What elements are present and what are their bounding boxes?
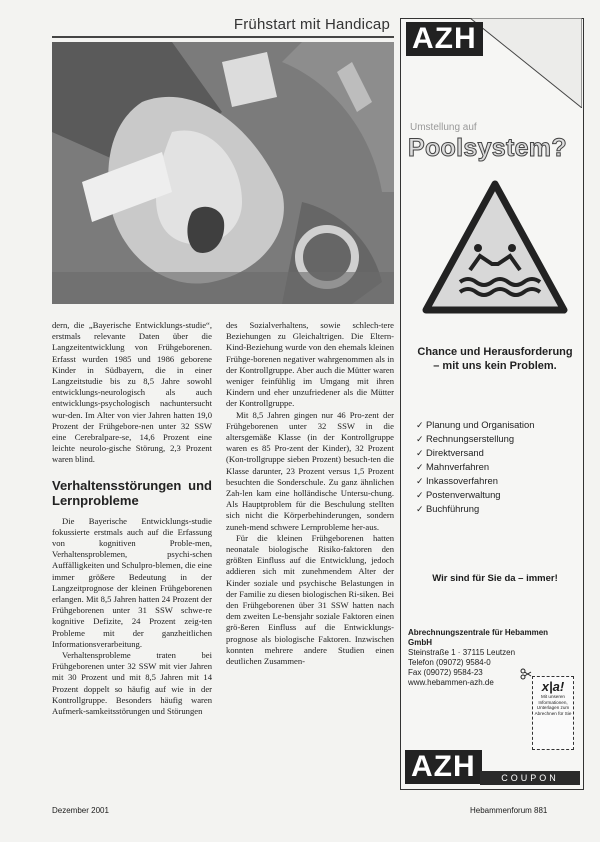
left-paragraph-2: Verhaltensprobleme traten bei Frühgeborenen unter 32 SSW mit vier Jahren mit 30 Prozent und mit 8,5 Jahren mit 14 Prozent doppelt so häufig auf wie in der Kontrollgruppe. Besonders häufig waren Aufmerk-samkeitsstörungen und Störungen [52, 650, 212, 717]
ad-service-item: ✓ Buchführung [416, 502, 576, 516]
ad-service-item: ✓ Postenverwaltung [416, 488, 576, 502]
left-intro-paragraph: dern, die „Bayerische Entwicklungs-studie“, erstmals relevante Daten über die Langzeitentwicklung von Frühgeborenen. Erfasst wurden 1985 und 1986 geborene Kinder in Südbayern, die in einer Langzeitstudie bis zu 8,5 Jahre sowohl entwicklungs-neurologisch als auch entwicklungs-psychologisch nachuntersucht wur-den. Im Alter von vier Jahren hatten 19,0 Prozent der Frühgebore-nen unter 32 SSW eine Cerebralpare-se, 14,6 Prozent eine leichte neurolo-gische Störung, 2,3 Prozent waren blind. [52, 320, 212, 465]
ad-wir-sind-text: Wir sind für Sie da – immer! [432, 573, 558, 584]
ad-chance-text: Chance und Herausforderung – mit uns kein Problem. [417, 346, 573, 372]
ad-company-name: Abrechnungszentrale für Hebammen GmbH [408, 628, 549, 647]
article-left-column [52, 320, 212, 717]
section-subhead: Verhaltensstörungen und Lernprobleme [52, 477, 212, 508]
footer-date: Dezember 2001 [52, 806, 109, 815]
ad-fax: Fax (09072) 9584-23 [408, 668, 483, 677]
mid-paragraph-1: des Sozialverhaltens, sowie schlech-tere Beziehungen zu Gleichaltrigen. Die Eltern-Kind-Beziehung wurde von den ehemals kleinen Frühge-borenen negativer wahrgenommen als in der Kontrollgruppe. Aber auch die Mütter waren weniger feinfühlig im Umgang mit ihren Kindern und eher unzufriedener als die Mütter der Kontrollgruppe. [226, 320, 394, 409]
ad-service-item: ✓ Planung und Organisation [416, 418, 576, 432]
photo-credit-strip [44, 230, 52, 300]
coupon-text: Mit unseren Informationen, Unterlagen zum Abrechnen für Sie [534, 694, 572, 716]
ad-phone: Telefon (09072) 9584-0 [408, 658, 491, 667]
ad-top-banner [400, 18, 582, 108]
scissors-icon [520, 668, 532, 680]
ad-headline: Poolsystem? [408, 134, 567, 162]
left-paragraph-1: Die Bayerische Entwicklungs-studie fokussierte erstmals auch auf die Erfassung von kognitiven Proble-men, Verhaltensproblemen, psychi-schen Auffälligkeiten und Schulpro-blemen, die eine immer größere Bedeutung in der Langzeitprognose der kleinen Frühgeborenen erlangen. Mit 8,5 Jahren hatten 24 Prozent der Frühgeborenen unter 31 SSW schwe-re kognitive Defizite, 24 Prozent zeig-ten Probleme mit der ganzheitlichen Informationsverarbeitung. [52, 515, 212, 649]
article-photo [52, 42, 394, 304]
ad-service-item: ✓ Inkassoverfahren [416, 474, 576, 488]
mid-paragraph-2: Mit 8,5 Jahren gingen nur 46 Pro-zent der Frühgeborenen unter 32 SSW in die altersgemäße Klasse (in der Kontrollgruppe waren es 85 Pro-zent der Kinder), 32 Prozent (Kon-trollgruppe sieben Prozent) besuch-ten die Klasse darunter, 23 Prozent versus 1,5 Prozent besuchten die Sonderschule. Zu ganz ähnlichen Zah-len kam eine holländische Untersu-chung. Als Hauptproblem für die Beschulung stellten sich nicht die Körperbehinderungen, sondern zuneh-mend schwere Lernprobleme her-aus. [226, 409, 394, 532]
article-middle-column [226, 320, 394, 667]
photo-illustration [52, 42, 394, 304]
warning-sign-icon [420, 178, 570, 318]
ad-service-item: ✓ Rechnungserstellung [416, 432, 576, 446]
azh-logo-bottom-wrap [405, 750, 482, 784]
ad-service-item: ✓ Mahnverfahren [416, 460, 576, 474]
header-rule [52, 36, 394, 38]
footer-page: Hebammenforum 881 [470, 806, 548, 815]
ad-services-list [416, 418, 576, 516]
page-header-title: Frühstart mit Handicap [233, 16, 390, 33]
coupon-label: COUPON [480, 771, 580, 785]
ad-street: Steinstraße 1 · 37115 Leutzen [408, 648, 516, 657]
azh-logo-top: AZH [406, 22, 483, 56]
ad-kicker: Umstellung auf [410, 122, 477, 133]
ad-website-link[interactable]: www.hebammen-azh.de [408, 678, 494, 687]
coupon-cutout[interactable] [532, 676, 574, 750]
azh-logo-bottom: AZH [405, 750, 482, 784]
ad-service-item: ✓ Direktversand [416, 446, 576, 460]
mid-paragraph-3: Für die kleinen Frühgeborenen hatten neonatale biologische Risiko-faktoren den größten Einfluss auf die Entwicklung, jedoch addieren sich mit zunehmendem Alter der Kinder soziale und psychische Belastungen in der Familie zu diesen biologischen Ri-siken. Bei den Frühgeborenen über 31 SSW hatten nach dem zweiten Le-bensjahr soziale Faktoren einen grö-ßeren Einfluss auf die Entwicklungs-prognose als biologische Faktoren. Inzwischen konnten mehrere andere Studien einen deutlichen Zusammen- [226, 532, 394, 667]
coupon-mark: x|a! [541, 679, 565, 694]
